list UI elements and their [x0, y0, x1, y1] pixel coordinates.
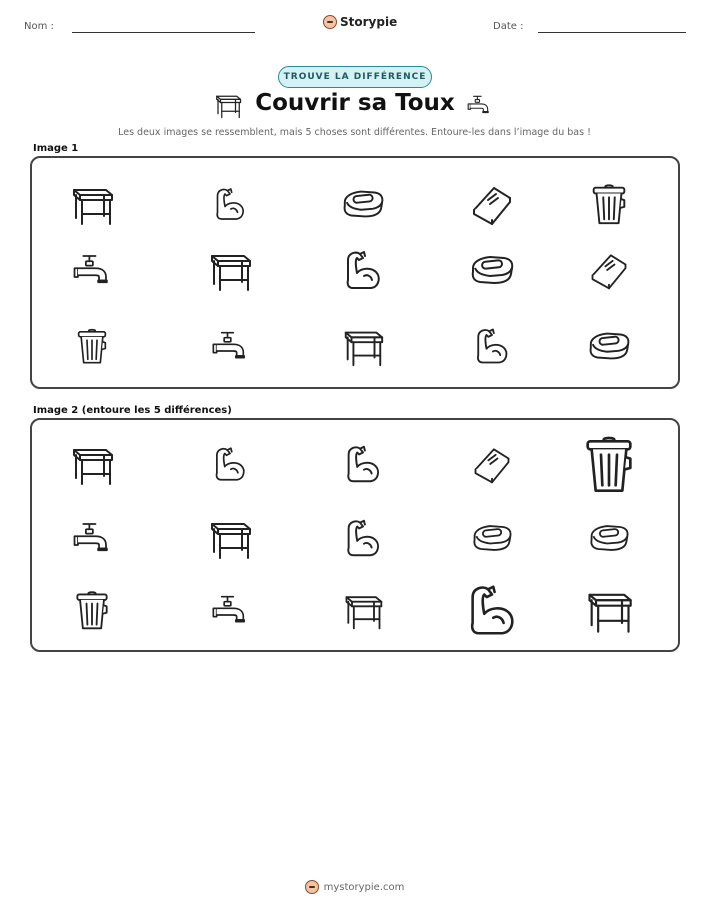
footer-url[interactable]: mystorypie.com [323, 881, 405, 893]
brand-name: Storypie [340, 15, 398, 29]
desk-icon[interactable] [206, 514, 254, 562]
name-line[interactable] [72, 32, 255, 33]
activity-badge: TROUVE LA DIFFÉRENCE [278, 66, 432, 88]
soap-bar-icon [468, 246, 516, 294]
image1-label: Image 1 [33, 143, 79, 154]
muscle-arm-icon[interactable] [461, 579, 523, 641]
muscle-arm-icon[interactable] [340, 441, 386, 487]
muscle-arm-icon[interactable] [340, 515, 386, 561]
storypie-logo-icon [323, 15, 337, 29]
tissue-icon [587, 248, 631, 292]
desk-icon[interactable] [583, 584, 635, 636]
name-label: Nom : [24, 21, 54, 32]
trash-can-icon[interactable] [70, 588, 114, 632]
page-title: Couvrir sa Toux [255, 90, 455, 116]
soap-bar-icon[interactable] [470, 516, 514, 560]
muscle-arm-icon [470, 324, 514, 368]
instructions: Les deux images se ressemblent, mais 5 choses sont différentes. Entoure-les dans l’image du bas ! [118, 127, 591, 138]
brand [323, 15, 397, 29]
soap-bar-icon[interactable] [587, 516, 631, 560]
title-faucet-icon [466, 92, 494, 118]
soap-bar-icon [586, 323, 632, 369]
desk-icon[interactable] [341, 588, 385, 632]
storypie-logo-icon [305, 880, 319, 894]
tissue-icon[interactable] [470, 442, 514, 486]
date-label: Date : [493, 21, 524, 32]
desk-icon[interactable] [68, 440, 116, 488]
faucet-icon [210, 326, 250, 366]
tissue-icon [468, 180, 516, 228]
title-desk-icon [213, 90, 245, 120]
muscle-arm-icon[interactable] [209, 443, 251, 485]
desk-icon [340, 323, 386, 369]
faucet-icon[interactable] [71, 517, 113, 559]
faucet-icon[interactable] [210, 590, 250, 630]
trash-can-icon [72, 326, 112, 366]
trash-can-icon [586, 181, 632, 227]
image2-label: Image 2 (entoure les 5 différences) [33, 405, 232, 416]
muscle-arm-icon [339, 246, 387, 294]
desk-icon [68, 180, 116, 228]
image1-panel [30, 156, 680, 389]
desk-icon [206, 246, 254, 294]
faucet-icon [71, 249, 113, 291]
muscle-arm-icon [210, 184, 250, 224]
image2-panel[interactable] [30, 418, 680, 652]
date-line[interactable] [538, 32, 686, 33]
soap-bar-icon [340, 181, 386, 227]
footer [0, 880, 709, 894]
trash-can-icon[interactable] [577, 432, 641, 496]
